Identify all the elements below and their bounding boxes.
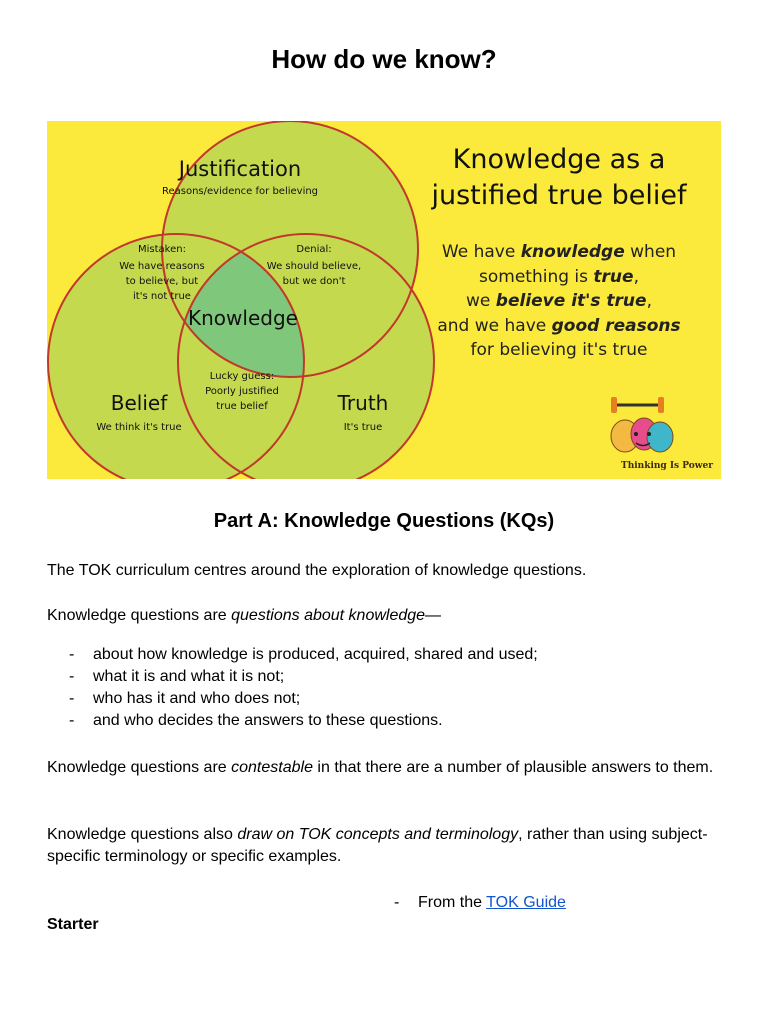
headline-line-1: Knowledge as a bbox=[452, 144, 666, 175]
denial-title: Denial: bbox=[296, 244, 332, 255]
tagline-line-4: and we have good reasons bbox=[437, 316, 681, 336]
tagline-line-1: We have knowledge when bbox=[441, 242, 677, 262]
definition-paragraph: Knowledge questions are questions about knowledge— bbox=[47, 607, 442, 624]
concepts-paragraph: Knowledge questions also draw on TOK concepts and terminology, rather than using subject-specific terminology or specific examples. bbox=[47, 826, 708, 865]
headline-line-2: justified true belief bbox=[431, 180, 687, 211]
source-attribution: - From the TOK Guide bbox=[394, 892, 566, 914]
mistaken-line: to believe, but bbox=[125, 276, 199, 287]
lucky-guess-title: Lucky guess: bbox=[209, 371, 275, 382]
knowledge-venn-banner bbox=[47, 121, 721, 479]
truth-sub: It's true bbox=[343, 422, 383, 433]
list-item: - who has it and who does not; bbox=[47, 688, 538, 710]
mistaken-line: it's not true bbox=[133, 291, 191, 302]
starter-heading: Starter bbox=[47, 916, 99, 933]
list-item: - about how knowledge is produced, acquired, shared and used; bbox=[47, 644, 538, 666]
lucky-guess-line: Poorly justified bbox=[205, 386, 279, 397]
venn-diagram bbox=[47, 121, 721, 479]
part-a-heading: Part A: Knowledge Questions (KQs) bbox=[213, 510, 555, 532]
tok-guide-link[interactable]: TOK Guide bbox=[486, 894, 566, 911]
list-item: - what it is and what it is not; bbox=[47, 666, 538, 688]
belief-label: Belief bbox=[110, 391, 168, 415]
belief-sub: We think it's true bbox=[96, 422, 182, 433]
justification-label: Justification bbox=[178, 157, 302, 181]
tagline-line-3: we believe it's true, bbox=[466, 291, 652, 311]
list-item: - and who decides the answers to these questions. bbox=[47, 710, 538, 732]
tagline-line-2: something is true, bbox=[479, 267, 639, 287]
truth-label: Truth bbox=[337, 391, 389, 415]
mistaken-line: We have reasons bbox=[119, 261, 205, 272]
logo-caption: Thinking Is Power bbox=[621, 461, 713, 471]
knowledge-center-label: Knowledge bbox=[188, 306, 298, 330]
justification-sub: Reasons/evidence for believing bbox=[161, 186, 319, 197]
tagline-line-5: for believing it's true bbox=[470, 340, 648, 360]
denial-line: We should believe, bbox=[266, 261, 362, 272]
contestable-paragraph: Knowledge questions are contestable in that there are a number of plausible answers to them. bbox=[47, 759, 714, 776]
page-title: How do we know? bbox=[271, 44, 497, 74]
mistaken-title: Mistaken: bbox=[138, 244, 186, 255]
knowledge-questions-list bbox=[47, 644, 538, 732]
denial-line: but we don't bbox=[282, 276, 346, 287]
source-dash: - bbox=[394, 894, 400, 911]
intro-paragraph: The TOK curriculum centres around the exploration of knowledge questions. bbox=[47, 562, 587, 579]
thinking-is-power-logo bbox=[611, 397, 713, 471]
lucky-guess-line: true belief bbox=[216, 401, 268, 412]
